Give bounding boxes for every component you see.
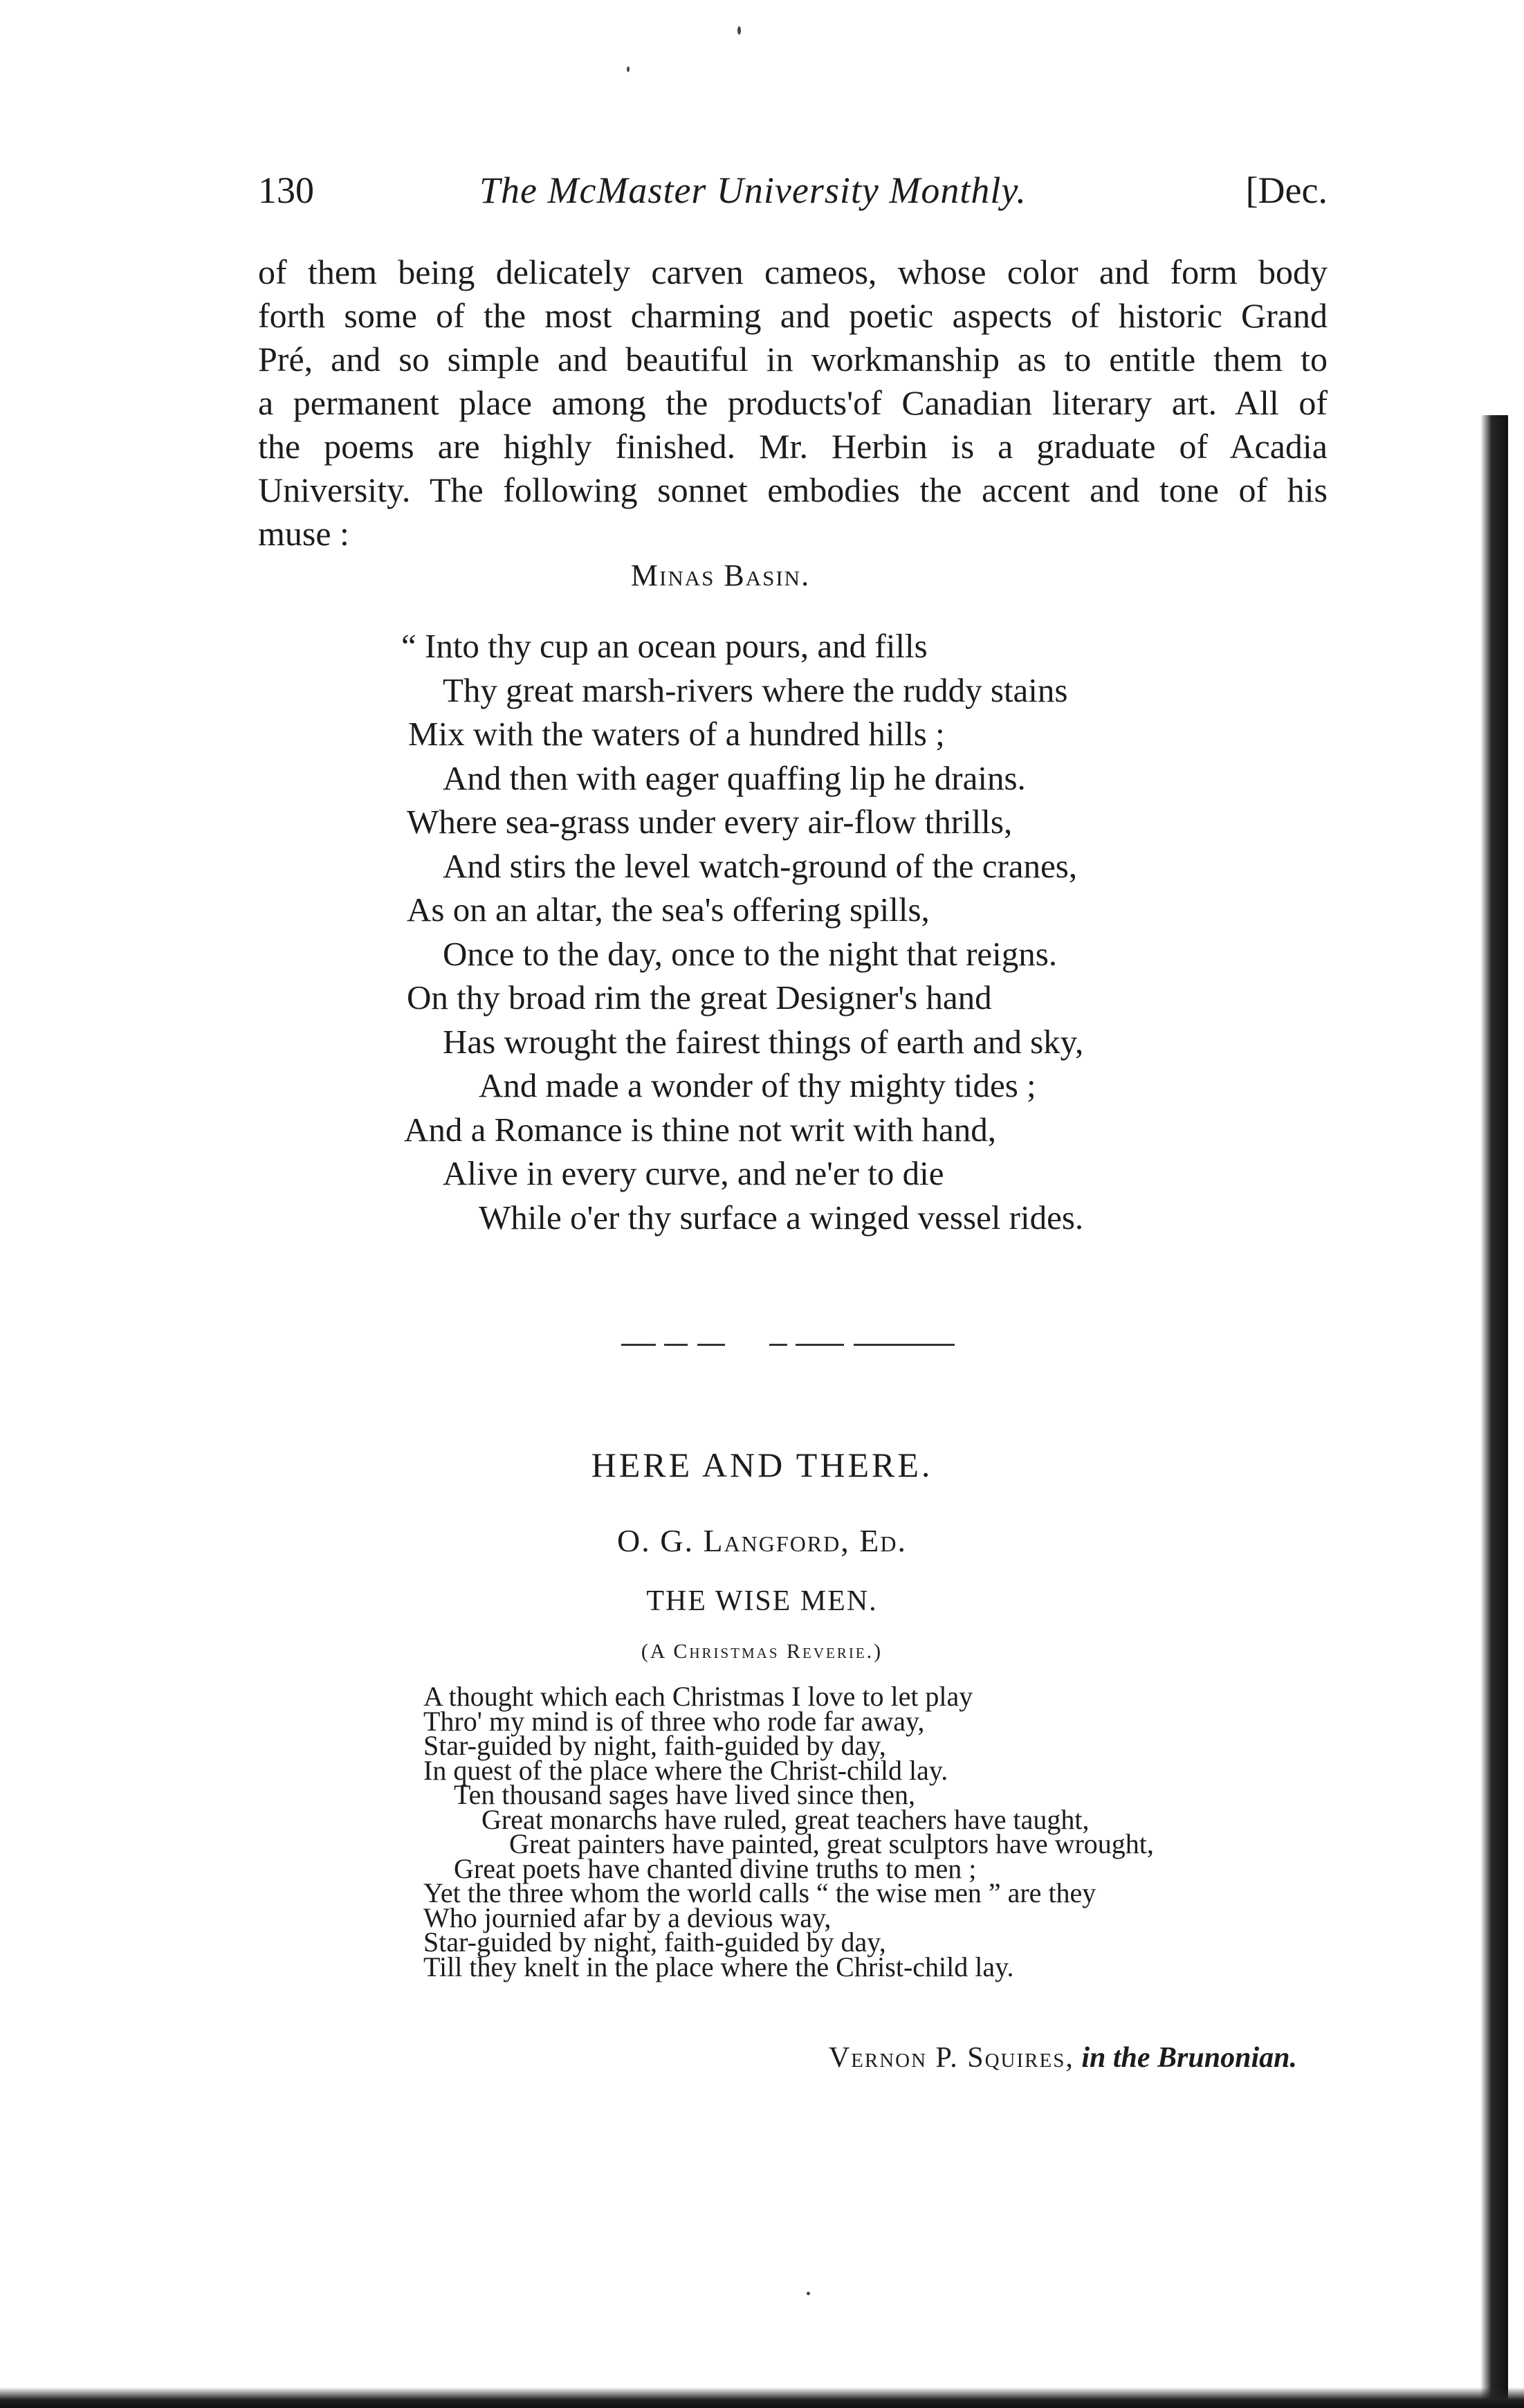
poem-line: Who journied afar by a devious way, bbox=[423, 1901, 832, 1933]
poem-title: THE WISE MEN. bbox=[646, 1585, 878, 1617]
section-divider bbox=[621, 1344, 955, 1348]
poem-line: Great painters have painted, great sculptors have wrought, bbox=[509, 1828, 1154, 1859]
sonnet-line: While o'er thy surface a winged vessel rides. bbox=[479, 1198, 1084, 1237]
sonnet-line: Where sea-grass under every air-flow thrills, bbox=[407, 803, 1013, 841]
page-number: 130 bbox=[258, 170, 314, 211]
poem-subtitle: (A Christmas Reverie.) bbox=[641, 1640, 883, 1663]
sonnet-line: And stirs the level watch-ground of the cranes, bbox=[443, 846, 1078, 885]
prose-line: University. The following sonnet embodies the accent and tone of his bbox=[258, 471, 1328, 509]
issue-month: [Dec. bbox=[1245, 170, 1328, 211]
sonnet-line: Thy great marsh-rivers where the ruddy stains bbox=[443, 671, 1068, 709]
poem bbox=[423, 1681, 1154, 1982]
poem-source: in the Brunonian. bbox=[1081, 2042, 1297, 2074]
section-editor: O. G. Langford, Ed. bbox=[617, 1523, 907, 1558]
sonnet-title: Minas Basin. bbox=[630, 558, 811, 592]
sonnet-line: Has wrought the fairest things of earth and sky, bbox=[443, 1022, 1084, 1061]
poem-line: In quest of the place where the Christ-child lay. bbox=[423, 1754, 948, 1786]
poem-attribution bbox=[829, 2041, 1297, 2074]
scan-speck bbox=[627, 66, 630, 72]
poem-line: Star-guided by night, faith-guided by day, bbox=[423, 1730, 886, 1761]
journal-title: The McMaster University Monthly. bbox=[479, 170, 1027, 211]
poem-line: Yet the three whom the world calls “ the wise men ” are they bbox=[423, 1877, 1096, 1908]
section-heading: HERE AND THERE. bbox=[591, 1445, 933, 1484]
sonnet bbox=[401, 624, 1083, 1239]
prose-line: muse : bbox=[258, 514, 349, 553]
prose-line: a permanent place among the products'of Canadian literary art. All of bbox=[258, 383, 1328, 422]
scan-bottom-edge bbox=[0, 2387, 1524, 2408]
sonnet-line: As on an altar, the sea's offering spills, bbox=[407, 891, 930, 929]
sonnet-line: Mix with the waters of a hundred hills ; bbox=[408, 715, 945, 753]
scan-speck bbox=[737, 26, 741, 35]
prose-paragraph bbox=[258, 250, 1328, 556]
poem-line: Till they knelt in the place where the Christ-child lay. bbox=[423, 1951, 1014, 1982]
prose-line: Pré, and so simple and beautiful in workmanship as to entitle them to bbox=[258, 340, 1328, 378]
poem-line: Thro' my mind is of three who rode far away, bbox=[423, 1705, 925, 1737]
prose-line: of them being delicately carven cameos, whose color and form body bbox=[258, 253, 1328, 291]
sonnet-line: Alive in every curve, and ne'er to die bbox=[443, 1154, 944, 1192]
prose-line: the poems are highly finished. Mr. Herbin is a graduate of Acadia bbox=[258, 427, 1328, 466]
scan-edge-shadow bbox=[1480, 415, 1508, 2408]
poem-author: Vernon P. Squires, bbox=[828, 2042, 1074, 2074]
poem-line: Great monarchs have ruled, great teachers have taught, bbox=[481, 1803, 1090, 1835]
sonnet-line: On thy broad rim the great Designer's hand bbox=[407, 978, 992, 1016]
scan-speck bbox=[807, 2292, 810, 2295]
sonnet-line: Once to the day, once to the night that reigns. bbox=[443, 934, 1058, 973]
poem-line: Star-guided by night, faith-guided by day, bbox=[423, 1926, 886, 1958]
poem-line: A thought which each Christmas I love to let play bbox=[423, 1681, 973, 1712]
sonnet-line: And made a wonder of thy mighty tides ; bbox=[479, 1066, 1036, 1104]
running-header bbox=[258, 169, 1328, 217]
prose-line: forth some of the most charming and poetic aspects of historic Grand bbox=[258, 296, 1328, 335]
sonnet-line: “ Into thy cup an ocean pours, and fills bbox=[401, 627, 928, 665]
poem-line: Ten thousand sages have lived since then, bbox=[454, 1779, 916, 1810]
poem-line: Great poets have chanted divine truths to men ; bbox=[454, 1852, 977, 1884]
sonnet-line: And a Romance is thine not writ with hand, bbox=[404, 1110, 996, 1149]
sonnet-line: And then with eager quaffing lip he drains. bbox=[443, 758, 1026, 797]
